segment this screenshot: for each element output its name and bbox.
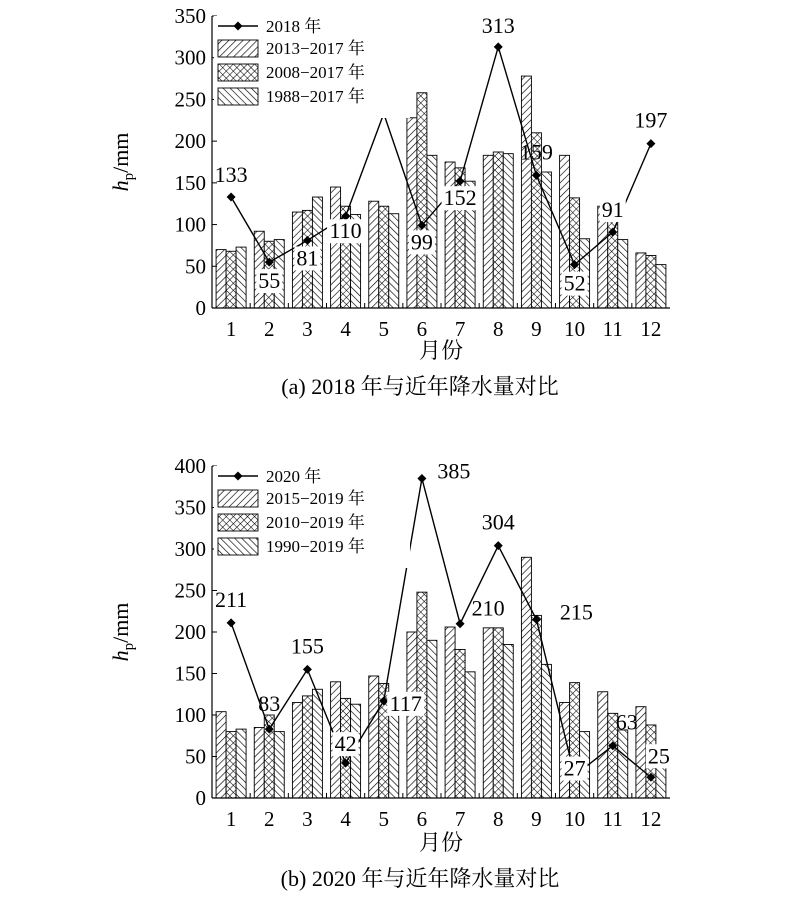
- bar-b-s2-3: [302, 696, 312, 798]
- x-tick-label-a-10: 10: [564, 317, 586, 341]
- bar-b-s1-3: [292, 703, 302, 798]
- x-tick-label-a-1: 1: [225, 317, 237, 341]
- x-tick-label-b-3: 3: [302, 807, 313, 831]
- y-tick-label-a-200: 200: [174, 129, 206, 154]
- legend-label-line-b: 2020 年: [266, 467, 322, 486]
- data-label-b-11: 63: [615, 709, 638, 735]
- y-axis-label-a: $h_p/mm$: [108, 132, 137, 192]
- y-axis-label-b: $h_p/mm$: [108, 602, 137, 662]
- data-label-a-10: 52: [563, 270, 586, 296]
- line-point-a-8: [494, 42, 503, 51]
- y-tick-label-b-100: 100: [174, 703, 206, 727]
- bar-b-s2-1: [226, 732, 236, 798]
- bar-a-s1-7: [445, 162, 455, 308]
- bar-a-s2-1: [226, 251, 236, 308]
- bar-a-s1-12: [636, 253, 646, 308]
- y-tick-label-a-300: 300: [174, 45, 206, 70]
- x-tick-label-a-9: 9: [531, 317, 542, 341]
- x-tick-label-b-4: 4: [340, 807, 351, 831]
- x-tick-label-a-4: 4: [340, 317, 351, 341]
- y-tick-label-b-200: 200: [174, 620, 206, 644]
- bar-a-s1-6: [407, 118, 417, 308]
- x-tick-label-a-11: 11: [602, 317, 623, 341]
- y-tick-label-b-150: 150: [174, 661, 206, 686]
- y-tick-label-a-50: 50: [185, 254, 206, 279]
- bar-b-s1-8: [483, 628, 493, 798]
- bar-a-s3-9: [541, 172, 551, 308]
- x-tick-label-b-8: 8: [493, 807, 504, 831]
- y-tick-label-b-50: 50: [185, 744, 206, 769]
- caption-a: (a) 2018 年与近年降水量对比: [281, 374, 559, 399]
- x-tick-label-a-3: 3: [302, 317, 313, 341]
- data-label-b-10: 27: [563, 755, 586, 781]
- data-label-a-2: 55: [258, 268, 281, 294]
- line-point-b-7: [456, 619, 465, 628]
- bar-b-s2-8: [493, 628, 503, 798]
- bar-a-s2-6: [417, 93, 427, 308]
- data-label-b-3: 155: [290, 633, 324, 659]
- line-point-b-1: [227, 618, 236, 627]
- data-label-b-4: 42: [334, 731, 357, 757]
- bar-b-s1-2: [254, 727, 264, 798]
- legend-swatch-b-s2: [218, 514, 258, 531]
- data-label-a-11: 91: [601, 197, 624, 223]
- x-tick-label-b-1: 1: [225, 807, 237, 831]
- line-point-a-1: [227, 193, 236, 202]
- bar-b-s3-1: [236, 729, 246, 798]
- legend-label-b-s3: 1990−2019 年: [266, 537, 365, 556]
- legend-swatch-a-s2: [218, 64, 258, 81]
- legend-label-b-s2: 2010−2019 年: [266, 513, 365, 532]
- bar-b-s3-2: [274, 732, 284, 798]
- x-tick-label-b-12: 12: [640, 807, 662, 831]
- data-label-b-12: 25: [647, 743, 670, 769]
- data-label-a-6: 99: [410, 229, 433, 255]
- line-point-b-6: [417, 474, 426, 483]
- y-tick-label-a-250: 250: [174, 87, 206, 112]
- x-tick-label-b-10: 10: [564, 807, 586, 831]
- bar-b-s2-10: [570, 683, 580, 798]
- x-tick-label-a-2: 2: [264, 317, 275, 341]
- legend-swatch-b-s3: [218, 538, 258, 555]
- bar-b-s1-11: [598, 692, 608, 798]
- data-label-b-6: 385: [437, 458, 471, 484]
- bar-a-s3-8: [503, 154, 513, 308]
- bar-b-s3-9: [541, 664, 551, 798]
- x-tick-label-a-6: 6: [416, 317, 428, 341]
- bar-b-s3-5: [389, 704, 399, 798]
- line-point-b-3: [303, 665, 312, 674]
- legend-label-b-s1: 2015−2019 年: [266, 489, 365, 508]
- bar-b-s1-7: [445, 627, 455, 798]
- bar-a-s2-12: [646, 255, 656, 308]
- y-tick-label-a-350: 350: [174, 4, 206, 28]
- bar-b-s1-5: [369, 676, 379, 798]
- bar-b-s2-7: [455, 649, 465, 798]
- bar-a-s1-9: [521, 76, 531, 308]
- bar-a-s2-8: [493, 152, 503, 308]
- x-tick-label-b-2: 2: [264, 807, 275, 831]
- bar-a-s1-5: [369, 201, 379, 308]
- legend-label-line-a: 2018 年: [266, 17, 322, 36]
- data-label-a-9: 159: [519, 139, 553, 165]
- data-label-b-1: 211: [214, 586, 248, 612]
- data-label-a-12: 197: [634, 107, 668, 133]
- y-tick-label-a-0: 0: [195, 296, 206, 320]
- chart-a: [108, 4, 670, 399]
- bar-b-s1-1: [216, 712, 226, 798]
- bar-a-s2-5: [379, 206, 389, 308]
- x-tick-label-b-11: 11: [602, 807, 623, 831]
- x-axis-label-b: 月份: [418, 830, 464, 855]
- y-tick-label-b-400: 400: [174, 454, 206, 478]
- data-label-a-1: 133: [214, 162, 248, 188]
- bar-a-s1-4: [331, 187, 341, 308]
- bar-b-s3-11: [618, 730, 628, 798]
- x-tick-label-a-12: 12: [640, 317, 662, 341]
- x-tick-label-a-8: 8: [493, 317, 504, 341]
- legend-a: [214, 16, 410, 118]
- data-label-a-3: 81: [296, 245, 319, 271]
- legend-label-a-s1: 2013−2017 年: [266, 39, 365, 58]
- line-point-b-8: [494, 541, 503, 550]
- bar-a-s1-8: [483, 155, 493, 308]
- data-label-b-5: 117: [389, 690, 422, 716]
- bar-b-s3-6: [427, 640, 437, 798]
- y-tick-label-b-250: 250: [174, 578, 206, 603]
- y-tick-label-a-100: 100: [174, 212, 206, 237]
- data-label-a-7: 152: [443, 185, 477, 211]
- chart-b: [108, 454, 672, 891]
- bar-a-s1-1: [216, 250, 226, 308]
- bar-b-s3-3: [312, 689, 322, 798]
- bar-b-s3-7: [465, 672, 475, 798]
- x-tick-label-b-9: 9: [531, 807, 542, 831]
- x-tick-label-b-7: 7: [454, 807, 466, 831]
- data-label-b-9: 215: [559, 599, 593, 625]
- legend-swatch-a-s3: [218, 88, 258, 105]
- x-axis-label-a: 月份: [418, 338, 464, 363]
- y-tick-label-b-350: 350: [174, 495, 206, 520]
- line-point-a-12: [646, 139, 655, 148]
- bar-a-s2-11: [608, 213, 618, 308]
- x-tick-label-a-7: 7: [454, 317, 466, 341]
- bar-a-s3-11: [618, 240, 628, 308]
- data-label-a-4: 110: [329, 218, 362, 244]
- y-tick-label-a-150: 150: [174, 170, 206, 195]
- bar-b-s2-9: [531, 615, 541, 798]
- data-label-b-2: 83: [258, 691, 281, 717]
- bar-b-s3-8: [503, 644, 513, 798]
- data-label-b-8: 304: [481, 509, 515, 535]
- bar-a-s3-5: [389, 214, 399, 308]
- bar-a-s3-1: [236, 247, 246, 308]
- x-tick-label-b-6: 6: [416, 807, 428, 831]
- caption-b: (b) 2020 年与近年降水量对比: [280, 866, 560, 891]
- legend-swatch-a-s1: [218, 40, 258, 57]
- data-label-b-7: 210: [471, 595, 505, 621]
- legend-label-a-s3: 1988−2017 年: [266, 87, 365, 106]
- data-label-a-8: 313: [481, 12, 515, 38]
- legend-swatch-b-s1: [218, 490, 258, 507]
- bar-a-s3-12: [656, 265, 666, 308]
- x-tick-label-a-5: 5: [378, 317, 389, 341]
- y-tick-label-b-0: 0: [195, 786, 206, 810]
- legend-b: [214, 466, 410, 568]
- legend-label-a-s2: 2008−2017 年: [266, 63, 365, 82]
- x-tick-label-b-5: 5: [378, 807, 389, 831]
- y-tick-label-b-300: 300: [174, 537, 206, 561]
